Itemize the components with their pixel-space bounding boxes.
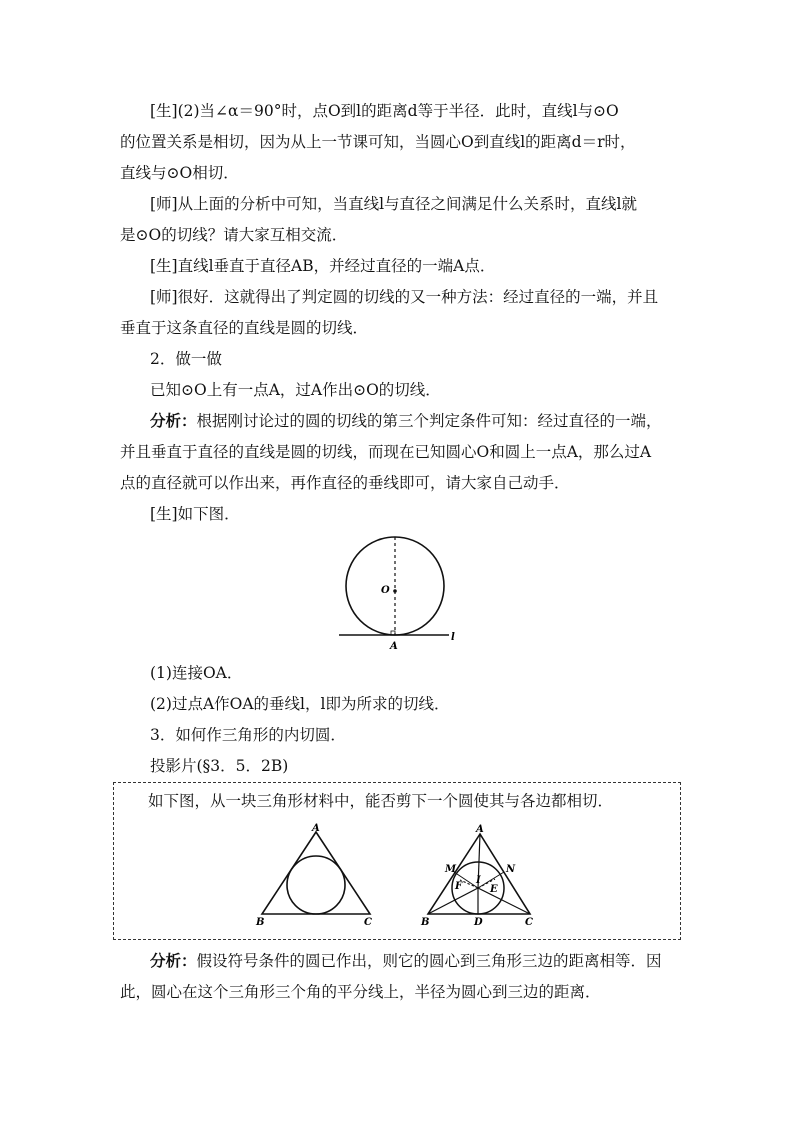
text-line: [生](2)当∠α＝90°时，点O到l的距离d等于半径．此时，直线l与⊙O	[150, 102, 619, 120]
text-line: [师]从上面的分析中可知，当直线l与直径之间满足什么关系时，直线l就	[150, 195, 638, 213]
label-i: I	[476, 875, 481, 886]
analysis-paragraph-1	[120, 406, 680, 499]
label-e: E	[490, 884, 498, 895]
slide-box	[113, 782, 681, 940]
label-a: A	[312, 823, 320, 834]
label-b: B	[421, 917, 430, 928]
label-d: D	[474, 917, 483, 928]
text-line: 此，圆心在这个三角形三个角的平分线上，半径为圆心到三边的距离．	[120, 983, 601, 1001]
step-2: (2)过点A作OA的垂线l，l即为所求的切线．	[150, 695, 450, 713]
text-line: 直线与⊙O相切．	[120, 164, 239, 182]
slide-reference: 投影片(§3．5．2B)	[150, 757, 289, 775]
text-line: [生]如下图．	[150, 505, 240, 523]
text-line	[120, 406, 680, 437]
construction-steps	[120, 658, 680, 720]
label-c: C	[525, 917, 533, 928]
tangent-figure	[335, 536, 465, 656]
label-l: l	[451, 632, 455, 643]
label-c: C	[364, 917, 372, 928]
task-text: 已知⊙O上有一点A，过A作出⊙O的切线．	[150, 381, 441, 399]
label-a: A	[390, 641, 398, 652]
analysis-paragraph-2	[120, 946, 680, 1008]
paragraph-student-3	[120, 499, 680, 530]
analysis-label: 分析：	[150, 952, 197, 970]
text-line: [师]很好．这就得出了判定圆的切线的又一种方法：经过直径的一端，并且	[150, 288, 659, 306]
label-o: O	[381, 585, 390, 596]
text-line: [生]直线l垂直于直径AB，并经过直径的一端A点．	[150, 257, 496, 275]
text-line: 垂直于这条直径的直线是圆的切线．	[120, 319, 369, 337]
paragraph-student-1	[120, 96, 680, 189]
section-do-it	[120, 344, 680, 406]
section-incircle	[120, 720, 680, 782]
text-line	[120, 946, 680, 977]
label-a: A	[476, 824, 484, 835]
triangle-abc	[262, 832, 370, 914]
label-f: F	[455, 881, 463, 892]
step-1: (1)连接OA．	[150, 664, 243, 682]
label-b: B	[256, 917, 265, 928]
paragraph-student-2	[120, 251, 680, 282]
analysis-label: 分析：	[150, 412, 197, 430]
analysis-text: 根据刚讨论过的圆的切线的第三个判定条件可知：经过直径的一端，	[196, 412, 662, 430]
triangle-bisector-figure	[418, 822, 548, 932]
label-n: N	[506, 864, 516, 875]
box-question: 如下图，从一块三角形材料中，能否剪下一个圆使其与各边都相切．	[148, 792, 614, 810]
text-line: 的位置关系是相切，因为从上一节课可知，当圆心O到直线l的距离d＝r时，	[120, 133, 636, 151]
center-point	[393, 589, 397, 593]
text-line: 是⊙O的切线？请大家互相交流．	[120, 226, 348, 244]
triangle-incircle-figure	[252, 822, 382, 932]
label-m: M	[445, 864, 457, 875]
text-line: 并且垂直于直径的直线是圆的切线，而现在已知圆心O和圆上一点A，那么过A	[120, 443, 652, 461]
paragraph-teacher-1	[120, 189, 680, 251]
section-heading: 3．如何作三角形的内切圆．	[150, 726, 346, 744]
paragraph-teacher-2	[120, 282, 680, 344]
incircle	[287, 856, 345, 914]
analysis-text: 假设符号条件的圆已作出，则它的圆心到三角形三边的距离相等．因	[196, 952, 662, 970]
text-line: 点的直径就可以作出来，再作直径的垂线即可，请大家自己动手．	[120, 474, 570, 492]
section-heading: 2．做一做	[150, 350, 222, 368]
